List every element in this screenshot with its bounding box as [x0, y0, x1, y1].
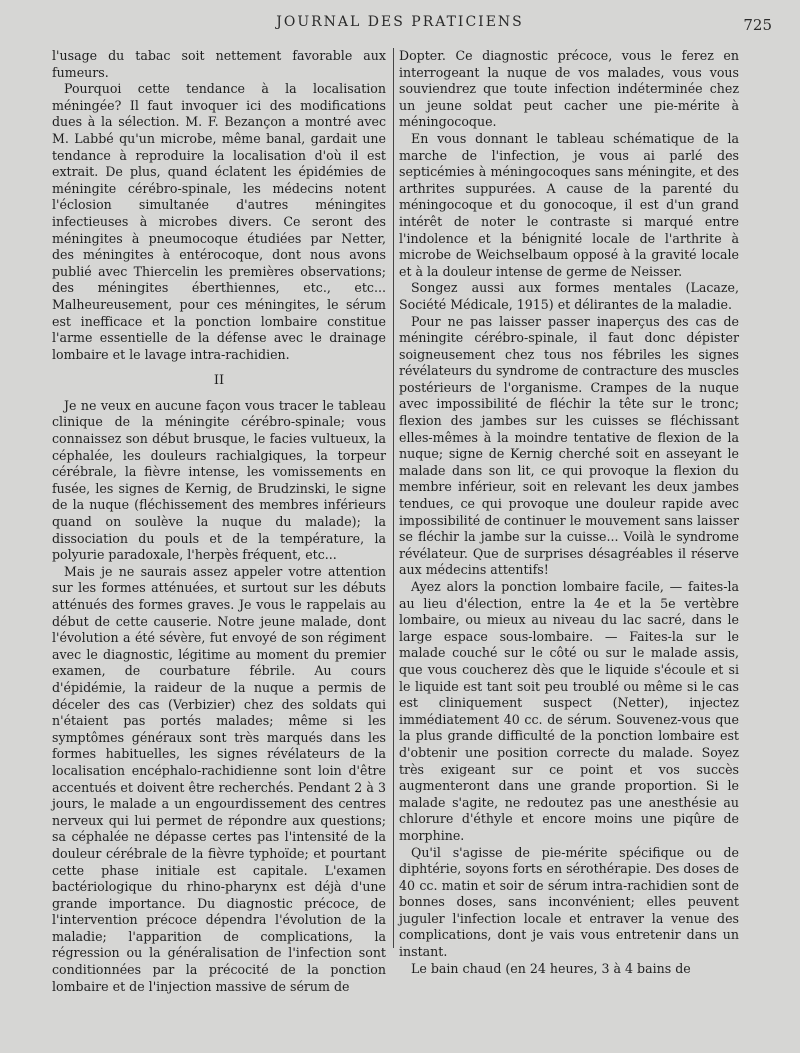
right-column — [399, 48, 739, 977]
page-number: 725 — [743, 16, 772, 34]
running-title: JOURNAL DES PRATICIENS — [276, 14, 524, 30]
paragraph: Le bain chaud (en 24 heures, 3 à 4 bains de — [411, 960, 691, 976]
section-number: II — [213, 373, 225, 389]
page-header — [0, 0, 800, 42]
paragraph: En vous donnant le tableau schématique de la marche de l'infection, je vous ai parlé des septicémies à méningocoques sans méningite, et des arthrites suppurées. A cause de la parenté du méningocoque et du gonocoque, il est d'un grand intérêt de noter le contraste si marqué entre l'indolence et la bénignité locale de l'arthrite à microbe de Weichselbaum opposé à la gravité locale et à la douleur intense de germe de Neisser. — [399, 130, 739, 279]
page-bottom-margin — [0, 1010, 800, 1053]
paragraph: Je ne veux en aucune façon vous tracer le tableau clinique de la méningite cérébro-spinale; vous connaissez son début brusque, le facies vultueux, la céphalée, les douleurs rachialgiques, la torpeur cérébrale, la fièvre intense, les vomissements en fusée, les signes de Kernig, de Brudzinski, le signe de la nuque (fléchissement des membres inférieurs quand on soulève la nuque du malade); la dissociation du pouls et de la température, la polyurie paradoxale, l'herpès fréquent, etc... — [52, 397, 386, 563]
paragraph: Mais je ne saurais assez appeler votre attention sur les formes atténuées, et surtout sur les débuts atténués des formes graves. Je vous le rappelais au début de cette causerie. Notre jeune malade, dont l'évolution a été sévère, fut envoyé de son régiment avec le diagnostic, légitime au moment du premier examen, de courbature fébrile. Au cours d'épidémie, la raideur de la nuque a permis de déceler des cas (Verbizier) chez des soldats qui n'étaient pas portés malades; même si les symptômes généraux sont très marqués dans les formes habituelles, les signes révélateurs de la localisation encéphalo-rachidienne sont loin d'être accentués et doivent être recherchés. Pendant 2 à 3 jours, le malade a un engourdissement des centres nerveux qui lui permet de répondre aux questions; sa céphalée ne dépasse certes pas l'intensité de la douleur cérébrale de la fièvre typhoïde; et pourtant cette phase initiale est capitale. L'examen bactériologique du rhino-pharynx est déjà d'une grande importance. Du diagnostic précoce, de l'intervention précoce dépendra l'évolution de la maladie; l'apparition de complications, la régression ou la généralisation de l'infection sont conditionnées par la précocité de la ponction lombaire et de l'injection massive de sérum de — [52, 563, 386, 994]
paragraph: Pour ne pas laisser passer inaperçus des cas de méningite cérébro-spinale, il faut donc dépister soigneusement chez tous nos fébriles les signes révélateurs du syndrome de contracture des muscles postérieurs de l'organisme. Crampes de la nuque avec impossibilité de fléchir la tête sur le tronc; flexion des jambes sur les cuisses se fléchissant elles-mêmes à la moindre tentative de flexion de la nuque; signe de Kernig cherché soit en asseyant le malade dans son lit, ce qui provoque la flexion du membre inférieur, soit en relevant les deux jambes tendues, ce qui provoque une douleur rapide avec impossibilité de continuer le mouvement sans laisser se fléchir la jambe sur la cuisse... Voilà le syndrome révélateur. Que de surprises désagréables il réserve aux médecins attentifs! — [399, 313, 739, 578]
paragraph: Qu'il s'agisse de pie-mérite spécifique ou de diphtérie, soyons forts en sérothérapie. Des doses de 40 cc. matin et soir de sérum intra-rachidien sont de bonnes doses, sans inconvénient; elles peuvent juguler l'infection locale et entraver la venue des complications, dont je vais vous entretenir dans un instant. — [399, 844, 739, 960]
paragraph: Pourquoi cette tendance à la localisation méningée? Il faut invoquer ici des modifications dues à la sélection. M. F. Bezançon a montré avec M. Labbé qu'un microbe, même banal, gardait une tendance à reproduire la localisation d'où il est extrait. De plus, quand éclatent les épidémies de méningite cérébro-spinale, les médecins notent l'éclosion simultanée d'autres méningites infectieuses à microbes divers. Ce seront des méningites à pneumocoque étudiées par Netter, des méningites à entérocoque, dont nous avons publié avec Thiercelin les premières observations; des méningites éberthiennes, etc., etc... Malheureusement, pour ces méningites, le sérum est inefficace et la ponction lombaire constitue l'arme essentielle de la défense avec le drainage lombaire et le lavage intra-rachidien. — [52, 81, 386, 362]
paragraph: l'usage du tabac soit nettement favorable aux fumeurs. — [52, 48, 386, 80]
left-column — [52, 48, 386, 995]
paragraph: Ayez alors la ponction lombaire facile, — faites-la au lieu d'élection, entre la 4e et la 5e vertèbre lombaire, ou mieux au niveau du lac sacré, dans le large espace sous-lombaire. — Faites-la sur le malade couché sur le côté ou sur le malade assis, que vous coucherez dès que le liquide s'écoule et si le liquide est tant soit peu troublé ou même si le cas est cliniquement suspect (Netter), injectez immédiatement 40 cc. de sérum. Souvenez-vous que la plus grande difficulté de la ponction lombaire est d'obtenir une position correcte du malade. Soyez très exigeant sur ce point et vos succès augmenteront dans une grande proportion. Si le malade s'agite, ne redoutez pas une anesthésie au chlorure d'éthyle et encore moins une piqûre de morphine. — [399, 579, 739, 843]
paragraph: Songez aussi aux formes mentales (Lacaze, Société Médicale, 1915) et délirantes de la maladie. — [399, 280, 739, 312]
column-divider — [393, 48, 394, 948]
paragraph: Dopter. Ce diagnostic précoce, vous le ferez en interrogeant la nuque de vos malades, vous vous souviendrez que toute infection indéterminée chez un jeune soldat peut cacher une pie-mérite à méningocoque. — [399, 48, 739, 130]
